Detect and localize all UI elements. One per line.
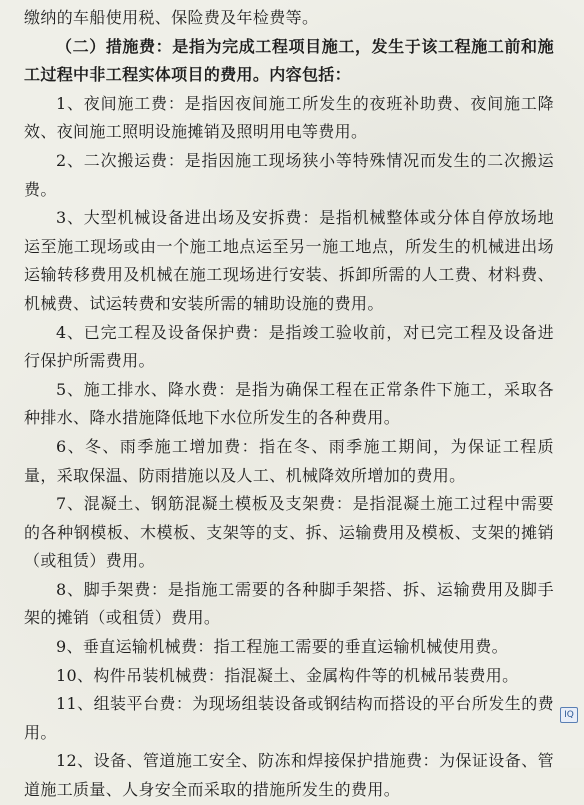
continuation-paragraph: 缴纳的车船使用税、保险费及年检费等。 (24, 8, 319, 27)
item-formwork-support-fee: 7、混凝土、钢筋混凝土模板及支架费：是指混凝土施工过程中需要的各种钢模板、木模板、支架等的支、拆、运输费用及模板、支架的摊销（或租赁）费用。 (24, 494, 554, 571)
item-safety-protection-fee: 12、设备、管道施工安全、防冻和焊接保护措施费：为保证设备、管道施工质量、人身安全而采取的措施所发生的费用。 (24, 751, 554, 800)
item-drainage-fee: 5、施工排水、降水费：是指为确保工程在正常条件下施工，采取各种排水、降水措施降低地下水位所发生的各种费用。 (24, 379, 554, 428)
item-winter-rain-season-fee: 6、冬、雨季施工增加费：指在冬、雨季施工期间，为保证工程质量，采取保温、防雨措施以及人工、机械降效所增加的费用。 (24, 436, 554, 485)
item-completed-works-protection-fee: 4、已完工程及设备保护费：是指竣工验收前，对已完工程及设备进行保护所需费用。 (24, 322, 554, 371)
item-secondary-transport-fee: 2、二次搬运费：是指因施工现场狭小等特殊情况而发生的二次搬运费。 (24, 150, 554, 199)
document-body (24, 4, 554, 805)
item-vertical-transport-fee: 9、垂直运输机械费：指工程施工需要的垂直运输机械使用费。 (56, 637, 508, 657)
item-scaffolding-fee: 8、脚手架费：是指施工需要的各种脚手架搭、拆、运输费用及脚手架的摊销（或租赁）费用。 (24, 579, 554, 628)
zoom-widget-icon[interactable]: IQ (560, 707, 578, 723)
item-large-machinery-fee: 3、大型机械设备进出场及安拆费：是指机械整体或分体自停放场地运至施工现场或由一个施工地点运至另一施工地点，所发生的机械进出场运输转移费用及机械在施工现场进行安装、拆卸所需的人工费、材料费、机械费、试运转费和安装所需的辅助设施的费用。 (24, 208, 554, 313)
section-heading-measures-fee: （二）措施费：是指为完成工程项目施工，发生于该工程施工前和施工过程中非工程实体项目的费用。内容包括： (24, 36, 554, 85)
item-assembly-platform-fee: 11、组装平台费：为现场组装设备或钢结构而搭设的平台所发生的费用。 (24, 694, 554, 742)
item-component-hoisting-fee: 10、构件吊装机械费：指混凝土、金属构件等的机械吊装费用。 (56, 665, 519, 685)
item-night-work-fee: 1、夜间施工费：是指因夜间施工所发生的夜班补助费、夜间施工降效、夜间施工照明设施摊销及照明用电等费用。 (24, 93, 554, 142)
